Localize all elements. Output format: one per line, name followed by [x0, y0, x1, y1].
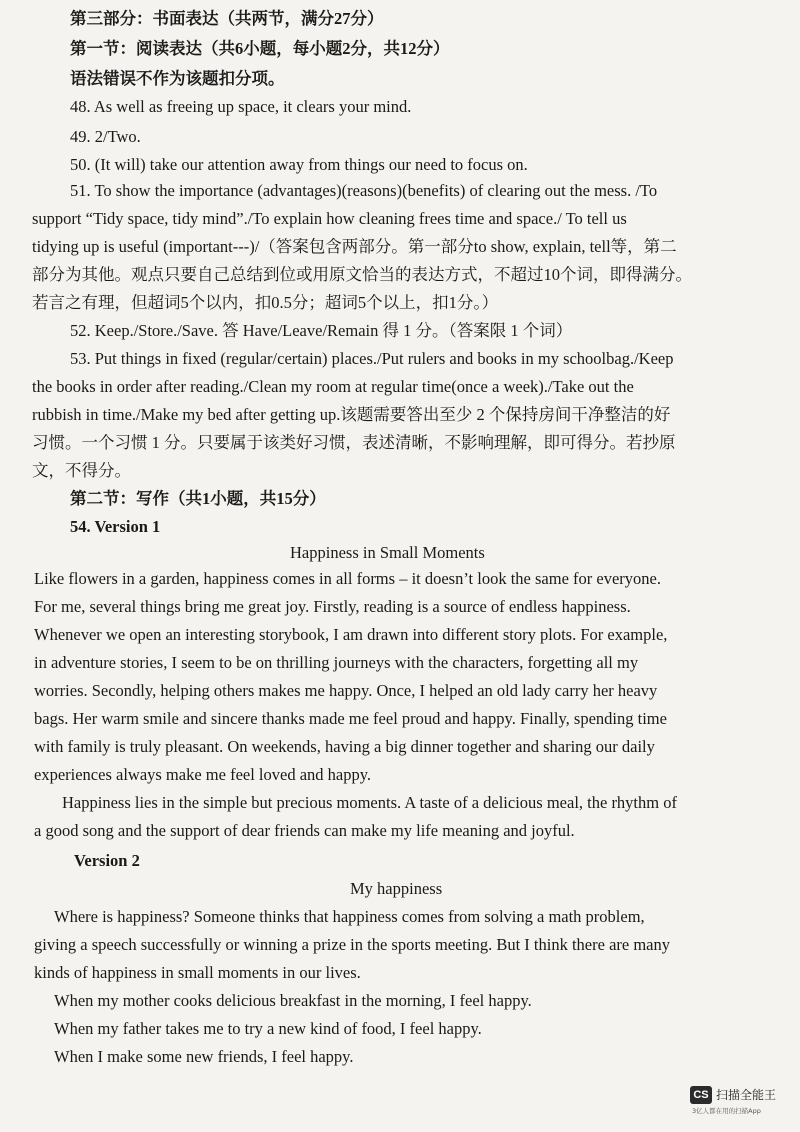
answer-51-line: 51. To show the importance (advantages)(reasons)(benefits) of clearing out the mess. /To	[70, 181, 658, 200]
version1-label: 54. Version 1	[70, 517, 161, 536]
essay2-line: Where is happiness? Someone thinks that happiness comes from solving a math problem,	[54, 907, 645, 926]
essay1-line: Like flowers in a garden, happiness comes in all forms – it doesn’t look the same for everyone.	[34, 569, 661, 588]
version1-title: Happiness in Small Moments	[290, 543, 485, 562]
answer-51-line: 部分为其他。观点只要自己总结到位或用原文恰当的表达方式，不超过10个词，即得满分。	[32, 265, 692, 284]
scanner-watermark	[690, 1084, 795, 1124]
essay1-line: in adventure stories, I seem to be on thrilling journeys with the characters, forgetting all my	[34, 653, 639, 672]
part3-heading: 第三部分：书面表达（共两节，满分27分）	[70, 9, 384, 28]
essay2-line: When my mother cooks delicious breakfast in the morning, I feel happy.	[54, 991, 532, 1010]
section1-heading: 第一节：阅读表达（共6小题，每小题2分，共12分）	[70, 39, 450, 58]
answer-50: 50. (It will) take our attention away from things our need to focus on.	[70, 155, 528, 174]
essay2-line: When I make some new friends, I feel happy.	[54, 1047, 354, 1066]
section2-heading: 第二节：写作（共1小题，共15分）	[70, 489, 326, 508]
answer-49: 49. 2/Two.	[70, 127, 141, 146]
answer-52: 52. Keep./Store./Save. 答 Have/Leave/Remain 得 1 分。（答案限 1 个词）	[70, 321, 573, 340]
essay1-line: worries. Secondly, helping others makes me happy. Once, I helped an old lady carry her heavy	[34, 681, 658, 700]
essay1-line: experiences always make me feel loved and happy.	[34, 765, 372, 784]
answer-48: 48. As well as freeing up space, it clears your mind.	[70, 97, 412, 116]
essay1-line: Happiness lies in the simple but precious moments. A taste of a delicious meal, the rhythm of	[62, 793, 677, 812]
essay1-line: Whenever we open an interesting storybook, I am drawn into different story plots. For example,	[34, 625, 668, 644]
answer-53-line: 文，不得分。	[32, 461, 131, 480]
version2-title: My happiness	[350, 879, 443, 898]
camscanner-logo-icon: CS	[690, 1086, 712, 1104]
answer-51-line: tidying up is useful (important---)/（答案包含两部分。第一部分to show, explain, tell等，第二	[32, 237, 677, 256]
watermark-tagline: 3亿人都在用的扫描App	[692, 1107, 761, 1115]
watermark-app-name: 扫描全能王	[716, 1088, 777, 1102]
essay2-line: kinds of happiness in small moments in our lives.	[34, 963, 361, 982]
answer-53-line: 习惯。一个习惯 1 分。只要属于该类好习惯，表述清晰，不影响理解，即可得分。若抄原	[32, 433, 676, 452]
essay2-line: When my father takes me to try a new kind of food, I feel happy.	[54, 1019, 482, 1038]
version2-label: Version 2	[74, 851, 140, 870]
essay1-line: For me, several things bring me great joy. Firstly, reading is a source of endless happiness.	[34, 597, 631, 616]
grammar-note: 语法错误不作为该题扣分项。	[70, 69, 285, 88]
answer-53-line: rubbish in time./Make my bed after getting up.该题需要答出至少 2 个保持房间干净整洁的好	[32, 405, 671, 424]
essay1-line: a good song and the support of dear friends can make my life meaning and joyful.	[34, 821, 575, 840]
essay2-line: giving a speech successfully or winning a prize in the sports meeting. But I think there are many	[34, 935, 670, 954]
answer-53-line: 53. Put things in fixed (regular/certain) places./Put rulers and books in my schoolbag./Keep	[70, 349, 674, 368]
answer-51-line: 若言之有理，但超词5个以内，扣0.5分；超词5个以上，扣1分。）	[32, 293, 499, 312]
answer-51-line: support “Tidy space, tidy mind”./To explain how cleaning frees time and space./ To tell us	[32, 209, 627, 228]
essay1-line: with family is truly pleasant. On weekends, having a big dinner together and sharing our daily	[34, 737, 655, 756]
answer-53-line: the books in order after reading./Clean my room at regular time(once a week)./Take out the	[32, 377, 634, 396]
essay1-line: bags. Her warm smile and sincere thanks made me feel proud and happy. Finally, spending time	[34, 709, 667, 728]
